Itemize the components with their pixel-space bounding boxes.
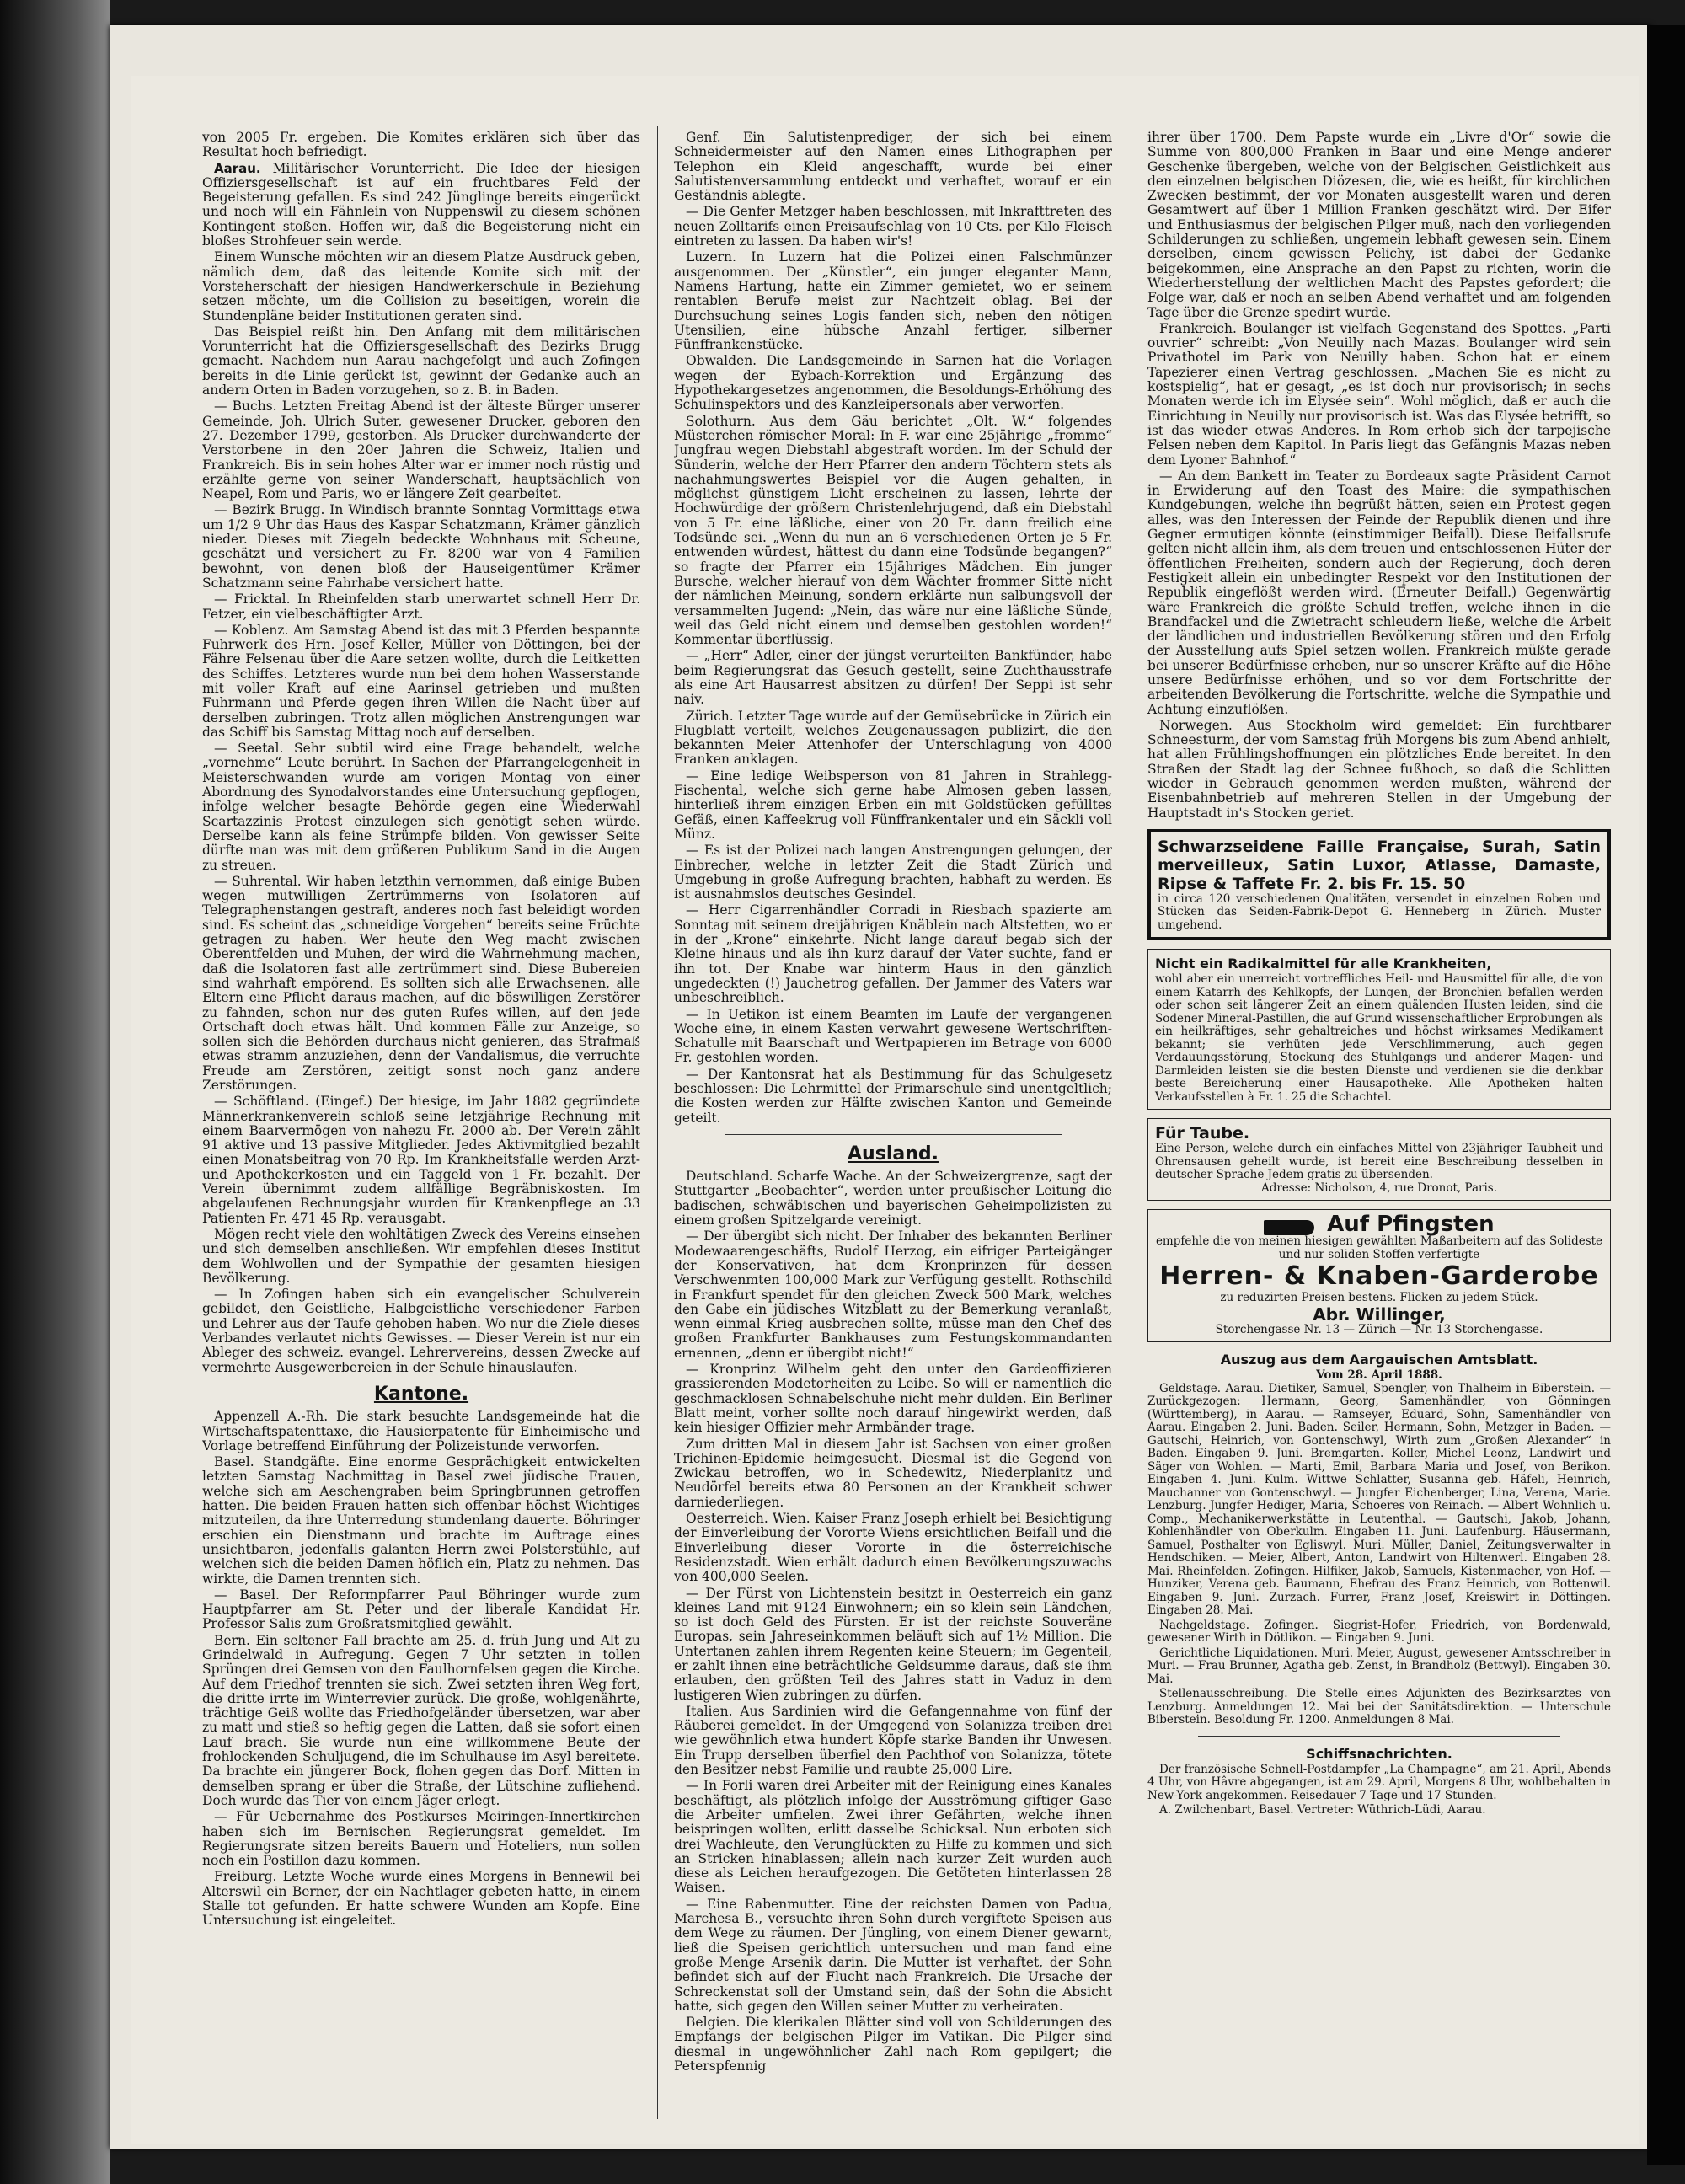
article-bern: Bern. Ein seltener Fall brachte am 25. d. früh Jung und Alt zu Grindelwald in Aufregung. Gegen 7 Uhr setzten in tollen Sprüngen drei Gemsen von den Faulhornfelsen gegen die Kirche. Auf dem Friedhof trennten sie sich. Zwei setzten ihren Weg fort, die dritte irrte im Winterrevier zurück. Die große, wohlgenährte, trächtige Geiß wollte das Friedhofgeländer übersetzen, war aber zu matt und stieß so heftig gegen die Latten, daß sie sofort einen Lauf brach. Sie wurde nun eine willkommene Beute der frohlockenden Schuljugend, die im Schulhause im Asyl bereitete. Da brachte ein jüngerer Bock, flohen gegen das Dorf. Mitten in demselben sprang er über die Straße, der Lütschine zufliehend. Doch wurde das Tier von einem Jäger erlegt. — [202, 1632, 640, 1808]
amtsblatt-geldstage: Geldstage. Aarau. Dietiker, Samuel, Spengler, von Thalheim in Biberstein. — Zurückgezogen: Hermann, Georg, Samenhändler, von Gönningen (Württemberg), in Aarau. — Ramseyer, Eduard, Sohn, Samenhändler von Aarau. Eingaben 2. Juni. Baden. Seiler, Hermann, Sohn, Metzger in Baden. — Gautschi, Heinrich, von Gontenschwyl, Wirth zum „Großen Alexander“ in Baden. Eingaben 9. Juni. Bremgarten. Koller, Michel Leonz, Landwirt und Säger von Wohlen. — Marti, Emil, Barbara Maria und Josef, von Berikon. Eingaben 4. Juni. Kulm. Wittwe Schlatter, Susanna geb. Häfeli, Heinrich, Mauchanner von Gontenschwyl. — Jungfer Eichenberger, Lina, Verena, Marie. Lenzburg. Jungfer Hediger, Maria, Schoeres von Reinach. — Albert Wohnlich u. Comp., Mechanikerwerkstätte in Leutenthal. — Gautschi, Jakob, Johann, Kohlenhändler von Oberkulm. Eingaben 11. Juni. Laufenburg. Häusermann, Samuel, Posthalter von Egliswyl. Muri. Müller, Daniel, Zeitungsverwalter in Hendschiken. — Meier, Albert, Anton, Landwirt von Hiltenwerl. Eingaben 28. Mai. Rheinfelden. Zofingen. Hilfiker, Jakob, Samuels, Kistenmacher, von Hof. — Hunziker, Verena geb. Baumann, Ehefrau des Franz Heinrich, von Bottenwil. Eingaben 9. Juni. Zurzach. Furrer, Franz Josef, Kreiswirt in Döttingen. Eingaben 28. Mai. — [1147, 1381, 1611, 1618]
ad-body: in circa 120 verschiedenen Qualitäten, versendet in einzelnen Roben und Stücken das Seiden-Fabrik-Depot G. Henneberg in Zürich. Muster umgehend. — [1158, 891, 1601, 932]
article-frankreich-2: — An dem Bankett im Teater zu Bordeaux sagte Präsident Carnot in Erwiderung auf den Toast des Maire: die sympathischen Kundgebungen, welche ihn begrüßt hätten, seien ein Protest gegen alles, was den Interessen der Feinde der Republik dienen und ihre Gegner ermutigen könnte (einstimmiger Beifall). Diese Beifallsrufe gelten nicht allein ihm, als dem treuen und entschlossenen Hüter der öffentlichen Freiheiten, sondern auch der Regierung, doch deren Festigkeit allein ein unbedingter Respekt vor den Institutionen der Republik eingeflößt werden wird. (Erneuter Beifall.) Gegenwärtig wäre Frankreich die größte Schuld treffen, welche ihnen in die Brandfackel und die Zwietracht schleudern ließe, welche die Arbeit der ländlichen und industriellen Bevölkerung stören und den Erfolg der Ausstellung aufs Spiel setzen wollen. Frankreich müßte gerade bei unserer Bedürfnisse erheben, nur so unserer Kräfte auf die Höhe unsere Bedürfnisse erhöhen, und so vor dem Fortschritte der arbeitenden Bevölkerung die Fortschritte, welche die Sympathie und Achtung einzuflößen. — [1147, 468, 1611, 717]
schiffsnachrichten-agent: A. Zwilchenbart, Basel. Vertreter: Wüthrich-Lüdi, Aarau. — [1159, 1803, 1486, 1817]
article-zuerich-6: — Der Kantonsrat hat als Bestimmung für das Schulgesetz beschlossen: Die Lehrmittel der Primarschule sind unentgeltlich; die Kosten werden zur Hälfte zwischen Kanton und Gemeinde geteilt. — [674, 1066, 1112, 1126]
article-oesterreich: Oesterreich. Wien. Kaiser Franz Joseph erhielt bei Besichtigung der Einverleibung der Vororte Wiens ersichtlichen Beifall und die Einverleibung dieser Vororte in die österreichische Residenzstadt. Wien erhält dadurch einen Bevölkerungszuwachs von 400,000 Seelen. — [674, 1511, 1112, 1585]
article-paragraph: Mögen recht viele den wohltätigen Zweck des Vereins einsehen und sich demselben anschließen. Wir empfehlen dieses Institut dem Wohlwollen und der Sympathie der gesamten hiesigen Bevölkerung. — [202, 1226, 640, 1286]
article-fricktal: — Fricktal. In Rheinfelden starb unerwartet schnell Herr Dr. Fetzer, ein vielbeschäftigter Arzt. — [202, 592, 640, 622]
advertisement-garderobe — [1147, 1209, 1611, 1342]
place-name: Aarau. — [214, 160, 261, 176]
article-bern-2: — Für Uebernahme des Postkurses Meiringen-Innertkirchen haben sich im Bernischen Regierungsrat gemeldet. Im Regierungsrate sitzen bereits Bauern und Hoteliers, nun sollen noch ein Postillon dazu kommen. — [202, 1809, 640, 1869]
ad-line: empfehle die von meinen hiesigen gewählten Maßarbeitern auf das Solideste und nur soliden Stoffen verfertigte — [1155, 1234, 1603, 1261]
amtsblatt-title: Auszug aus dem Aargauischen Amtsblatt. — [1220, 1352, 1538, 1368]
article-norwegen: Norwegen. Aus Stockholm wird gemeldet: Ein furchtbarer Schneesturm, der vom Samstag früh Morgens bis zum Abend anhielt, hat allen Frühlingshoffnungen ein plötzliches Ende bereitet. In den Straßen der Stadt lag der Schnee fußhoch, so daß die Schlitten wieder in Gebrauch genommen werden mußten, während der Eisenbahnbetrieb auf mehreren Stellen in der Umgebung der Hauptstadt in's Stocken geriet. — [1147, 717, 1611, 821]
newspaper-page — [131, 76, 1639, 2144]
book-binding — [0, 0, 110, 2184]
article-aarau — [202, 162, 640, 249]
article-basel: Basel. Standgäfte. Eine enorme Gesprächigkeit entwickelten letzten Samstag Nachmittag in Basel zwei jüdische Frauen, welche sich am Aeschengraben beim Springbrunnen getroffen hatten. Die beiden Frauen hatten sich offenbar höchst Wichtiges mitzuteilen, da ihre Unterredung stundenlang dauerte. Böhringer erschien ein Dienstmann und brachte im Auftrage eines unsichtbaren, jedenfalls galanten Herrn zwei Polsterstühle, auf welchen sich die beiden Damen höflich ein, Platz zu nehmen. Das wirkte, die Damen trennten sich. — [202, 1454, 640, 1587]
article-deutschland-4: Zum dritten Mal in diesem Jahr ist Sachsen von einer großen Trichinen-Epidemie heimgesucht. Diesmal ist die Gegend von Zwickau betroffen, wo in Schedewitz, Niederplanitz und Neudörfel bereits etwa 80 Personen an der Krankheit schwer darniederliegen. — [674, 1436, 1112, 1510]
ad-address: Storchengasse Nr. 13 — Zürich — Nr. 13 Storchengasse. — [1215, 1322, 1543, 1336]
section-heading-ausland: Ausland. — [848, 1143, 939, 1164]
ad-title: Für Taube. — [1155, 1124, 1250, 1143]
section-rule — [725, 1134, 1062, 1135]
ad-body: wohl aber ein unerreicht vortreffliches Heil- und Hausmittel für alle, die von einem Katarrh des Kehlkopfs, der Lungen, der Bronchien befallen werden oder schon seit längerer Zeit an einem quälenden Husten leiden, sind die Sodener Mineral-Pastillen, die auf Grund wissenschaftlicher Erprobungen als ein heilkräftiges, sehr gehaltreiches und höchst wirksames Medikament bekannt; sie verhüten jede Verschlimmerung, auch gegen Verdauungsstörung, Stockung des Stuhlgangs und anderer Magen- und Darmleiden leisten sie die besten Dienste und verdienen sie die denkbar beste Bereicherung einer Hausapotheke. Alle Apotheken halten Verkaufsstellen à Fr. 1. 25 die Schachtel. — [1155, 972, 1603, 1104]
article-deutschland-3: — Kronprinz Wilhelm geht den unter den Gardeoffizieren grassierenden Modetorheiten zu Leibe. So will er namentlich die geschmacklosen Schnabelschuhe nicht mehr dulden. Ein Berliner Blatt meint, vorher sollte noch darauf hingewirkt werden, daß kein hiesiger Offizier mehr Armbänder trage. — [674, 1362, 1112, 1436]
advertisement-pastillen — [1147, 949, 1611, 1110]
article-genf: Genf. Ein Salutistenprediger, der sich bei einem Schneidermeister auf den Namen eines Lithographen per Telephon ein Kleid angeschafft, wurde bei einer Salutistenversammlung entdeckt und verhaftet, worauf er ein Geständnis ablegte. — [674, 131, 1112, 204]
article-italien: Italien. Aus Sardinien wird die Gefangennahme von fünf der Räuberei gemeldet. In der Umgegend von Solanizza treiben drei wie gewöhnlich etwa hundert Köpfe starke Banden ihr Unwesen. Ein Trupp derselben überfiel den Pachthof von Solanizza, tötete den Besitzer nebst Familie und raubte 25,000 Lire. — [674, 1703, 1112, 1778]
article-frankreich: Frankreich. Boulanger ist vielfach Gegenstand des Spottes. „Parti ouvrier“ schreibt: „Von Neuilly nach Mazas. Boulanger wird sein Privathotel im Park von Neuilly haben. Schon hat er einem Tapezierer einen Vertrag geschlossen. „Machen Sie es nicht zu kostspielig“, hat er gesagt, „es ist doch nur provisorisch; in sechs Monaten werde ich im Elysée sein“. Wohl möglich, daß er auch die Einrichtung in Neuilly nur provisorisch ist. Was das Elysée betrifft, so ist das wieder etwas Anderes. In Rom erhob sich der tarpejische Felsen neben dem Kapitol. In Paris liegt das Gefängnis Mazas neben dem Lyoner Bahnhof.“ — [1147, 320, 1611, 468]
article-suhrental: — Suhrental. Wir haben letzthin vernommen, daß einige Buben wegen mutwilligen Zertrümmerns von Isolatoren auf Telegraphenstangen gestraft, anderes noch fast beleidigt worden sind. Es scheint das „schneidige Vorgehen“ bereits seine Früchte getragen zu haben. Wer heute den Weg macht zwischen Oberentfelden und Muhen, der wird die Wahrnehmung machen, daß die Isolatoren fast alle zertrümmert sind. Diese Bubereien sind wahrhaft empörend. Es sollten sich alle Erwachsenen, alle Eltern eine Pflicht daraus machen, auf die böswilligen Zerstörer zu fahnden, schon nur des guten Rufes willen, auf den jede Ortschaft doch etwas hält. Und kommen Fälle zur Anzeige, so sollen sich die Behörden durchaus nicht genieren, das Strafmaß etwas stramm anzuziehen, denn der Vandalismus, die verruchte Freude am Zerstören, zeitigt sonst noch ganz andere Zerstörungen. — [202, 873, 640, 1093]
article-freiburg: Freiburg. Letzte Woche wurde eines Morgens in Bennewil bei Alterswil ein Berner, der ein Nachtlager gebeten hatte, in einem Stalle tot gefunden. Er hatte schwere Wunden am Kopfe. Eine Untersuchung ist eingeleitet. — [202, 1869, 640, 1929]
ad-title: Schwarzseidene Faille Française, Surah, Satin merveilleux, Satin Luxor, Atlasse, Damaste, Ripse & Taffete Fr. 2. bis Fr. 15. 50 — [1158, 837, 1601, 893]
article-basel-2: — Basel. Der Reformpfarrer Paul Böhringer wurde zum Hauptpfarrer am St. Peter und der liberale Kandidat Hr. Professor Salis zum Großratsmitglied gewählt. — [202, 1587, 640, 1632]
article-paragraph: von 2005 Fr. ergeben. Die Komites erklären sich über das Resultat hoch befriedigt. — [202, 131, 640, 160]
article-seetal: — Seetal. Sehr subtil wird eine Frage behandelt, welche „vornehme“ Leute berührt. In Sachen der Pfarrangelegenheit in Meisterschwanden wurde am vorigen Montag von einer Abordnung des Synodalvorstandes eine Untersuchung gepflogen, infolge welcher besagte Behörde gegen eine Wiederwahl Scartazzinis Protest einzulegen sich genötigt sehen würde. Derselbe kann als feine Strümpfe bilden. Von gewisser Seite dürfte man was mit dem größeren Publikum Sand in die Augen zu streuen. — [202, 741, 640, 873]
article-zuerich-5: — In Uetikon ist einem Beamten im Laufe der vergangenen Woche eine, in einem Kasten verwahrt gewesene Wertschriften-Schatulle mit Baarschaft und Wertpapieren im Betrage von 6000 Fr. gestohlen worden. — [674, 1006, 1112, 1066]
section-heading-kantone: Kantone. — [373, 1383, 469, 1405]
ad-title: Auf Pfingsten — [1327, 1212, 1495, 1238]
section-rule — [1198, 1736, 1560, 1737]
article-paragraph: Einem Wunsche möchten wir an diesem Platze Ausdruck geben, nämlich dem, daß das leitende Komite sich mit der Vorsteherschaft der hiesigen Handwerkerschule in Beziehung setzen möchte, um die Collision zu beseitigen, worein die Stundenpläne beider Institutionen geraten sind. — [202, 249, 640, 324]
article-schoeftland: — Schöftland. (Eingef.) Der hiesige, im Jahr 1882 gegründete Männerkrankenverein schloß seine letzjährige Rechnung mit einem Baarvermögen von nahezu Fr. 2000 ab. Der Verein zählt 91 aktive und 13 passive Mitglieder. Jedes Aktivmitglied bezahlt einen Monatsbeitrag von 70 Rp. Im Krankheitsfalle werden Arzt- und Apothekerkosten und ein Taggeld von 1 Fr. bezahlt. Der Verein übernimmt zudem allfällige Begräbniskosten. Im abgelaufenen Rechnungsjahr wurden für Krankenpflege an 33 Patienten Fr. 471 45 Rp. verausgabt. — [202, 1094, 640, 1226]
article-solothurn-2: — „Herr“ Adler, einer der jüngst verurteilten Bankfünder, habe beim Regierungsrat das Gesuch gestellt, seine Zuchthausstrafe als eine Art Hausarrest absitzen zu dürfen! Der Seppi ist sehr naiv. — [674, 648, 1112, 708]
article-brugg: — Bezirk Brugg. In Windisch brannte Sonntag Vormittags etwa um 1/2 9 Uhr das Haus des Kaspar Schatzmann, Krämer gänzlich nieder. Dieses mit Ziegeln bedeckte Wohnhaus mit Scheune, geschätzt und versichert zu Fr. 8200 war von 4 Familien bewohnt, von denen bloß der Hauseigentümer Krämer Schatzmann seine Fahrhabe versichert hatte. — [202, 502, 640, 591]
column-2 — [674, 131, 1112, 2119]
column-1 — [202, 131, 640, 2119]
article-belgien-continued: ihrer über 1700. Dem Papste wurde ein „Livre d'Or“ sowie die Summe von 800,000 Franken in Baar und eine Menge anderer Geschenke übergeben, welche von der Belgischen Geistlichkeit aus den einzelnen belgischen Diözesen, die, wie es heißt, für kirchlichen Zwecken bestimmt, der vor Monaten ausgestellt waren und deren Gesamtwert auf über 1 Million Franken geschätzt wird. Der Eifer und Enthusiasmus der belgischen Pilger muß, nach den vorliegenden Schilderungen zu schließen, ungemein lebhaft gewesen sein. Einem derselben, einem gewissen Pelichy, ist dabei der Gedanke beigekommen, eine Ansprache an den Papst zu richten, worin die Wiederherstellung der weltlichen Macht des Papstes gefordert; die Folge war, daß er noch an selben Abend verhaftet und am folgenden Tage über die Grenze spedirt wurde. — [1147, 131, 1611, 320]
amtsblatt-liquidationen: Gerichtliche Liquidationen. Muri. Meier, August, gewesener Amtsschreiber in Muri. — Frau Brunner, Agatha geb. Zenst, in Brandholz (Bettwyl). Eingaben 30. Mai. — [1147, 1646, 1611, 1686]
article-belgien: Belgien. Die klerikalen Blätter sind voll von Schilderungen des Empfangs der belgischen Pilger im Vatikan. Die Pilger sind diesmal in ungewöhnlicher Zahl nach Rom gepilgert; die Peterspfennig — [674, 2015, 1112, 2074]
article-deutschland: Deutschland. Scharfe Wache. An der Schweizergrenze, sagt der Stuttgarter „Beobachter“, werden unter preußischer Leitung die badischen, schwäbischen und bayerischen Geheimpolizisten zu einem großen Spitzelgarde vereinigt. — [674, 1169, 1112, 1228]
article-buchs: — Buchs. Letzten Freitag Abend ist der älteste Bürger unserer Gemeinde, Joh. Ulrich Suter, gewesener Drucker, geboren den 27. Dezember 1799, gestorben. Als Drucker durchwanderte der Verstorbene in den 20er Jahren die Schweiz, Italien und Frankreich. Bis in sein hohes Alter war er immer noch rüstig und erzählte gerne von seiner Wanderschaft, hauptsächlich von Neapel, Rom und Paris, wo er längere Zeit gearbeitet. — [202, 399, 640, 502]
schiffsnachrichten-title: Schiffsnachrichten. — [1306, 1745, 1452, 1762]
article-solothurn: Solothurn. Aus dem Gäu berichtet „Olt. W.“ folgendes Müsterchen römischer Moral: In F. war eine 25jährige „fromme“ Jungfrau wegen Diebstahl abgestraft worden. Im der Schuld der Sünderin, welche der Herr Pfarrer den andern Töchtern stets als nachahmungswertes Beispiel vor die Augen gehalten, in möglichst günstigem Licht erscheinen zu lassen, lehrte der Hochwürdige der größern Christenlehrjugend, daß ein Diebstahl von 5 Fr. eine läßliche, einer von 20 Fr. dann freilich eine Todsünde sei. „Wenn du nun an 6 verschiedenen Orten je 5 Fr. entwenden würdest, hättest du dann eine Todsünde begangen?“ so fragte der Pfarrer ein 15jähriges Mädchen. Ein junger Bursche, welcher hierauf von dem Wächter frommer Sitte nicht der nämlichen Meinung, sondern erklärte nun salbungsvoll der versammelten Jugend: „Nein, das wäre nur eine läßliche Sünde, weil das Geld nicht einem und demselben gestohlen worden!“ Kommentar überflüssig. — [674, 413, 1112, 648]
article-zuerich-3: — Es ist der Polizei nach langen Anstrengungen gelungen, der Einbrecher, welche in letzter Zeit die Stadt Zürich und Umgebung in große Aufregung brachten, habhaft zu werden. Es ist ausnahmslos deutsches Gesindel. — [674, 843, 1112, 902]
article-luzern: Luzern. In Luzern hat die Polizei einen Falschmünzer ausgenommen. Der „Künstler“, ein junger eleganter Mann, Namens Hartung, hatte ein Zimmer gemietet, wo er seinem rentablen Berufe meist zur Nachtzeit oblag. Bei der Durchsuchung seines Logis fanden sich, neben den nötigen Utensilien, eine hübsche Anzahl fertiger, silberner Fünffrankenstücke. — [674, 249, 1112, 353]
article-zuerich-4: — Herr Cigarrenhändler Corradi in Riesbach spazierte am Sonntag mit seinem dreijährigen Knäblein nach Altstetten, wo er in der „Krone“ einkehrte. Nicht lange darauf begab sich der Kleine hinaus und als ihn kurz darauf der Vater suchte, fand er ihn tot. Der Knabe war hinterm Haus in den gänzlich ungedeckten (!) Jauchetrog gefallen. Der Jammer des Vaters war unbeschreiblich. — [674, 902, 1112, 1006]
ad-headline: Herren- & Knaben-Garderobe — [1159, 1261, 1599, 1292]
ad-title: Nicht ein Radikalmittel für alle Krankheiten, — [1155, 956, 1492, 972]
page-edge — [1647, 25, 1685, 2165]
article-italien-3: — Eine Rabenmutter. Eine der reichsten Damen von Padua, Marchesa B., versuchte ihren Sohn durch vergiftete Speisen aus dem Wege zu räumen. Der Jüngling, von einem Diener gewarnt, ließ die Speisen gerichtlich untersuchen und man fand eine große Menge Arsenik darin. Die Mutter ist verhaftet, der Sohn befindet sich auf der Flucht nach Frankreich. Die Ursache der Schreckenstat soll der Umstand sein, daß der Sohn die Absicht hatte, sich gegen den Willen seiner Mutter zu verheiraten. — [674, 1896, 1112, 2014]
article-koblenz: — Koblenz. Am Samstag Abend ist das mit 3 Pferden bespannte Fuhrwerk des Hrn. Josef Keller, Müller von Döttingen, bei der Fähre Felsenau über die Aare setzen wollte, durch die Leitketten des Schiffes. Letzteres wurde nun bei dem hohen Wasserstande mit voller Kraft auf eine Aarinsel getrieben und mußten Fuhrmann und Pferde gegen ihren Willen die Nacht über auf derselben zubringen. Trotz allen möglichen Anstrengungen war das Schiff bis Samstag Mittag noch auf derselben. — [202, 622, 640, 740]
column-3 — [1147, 131, 1611, 2119]
article-obwalden: Obwalden. Die Landsgemeinde in Sarnen hat die Vorlagen wegen der Eybach-Korrektion und Ergänzung des Hypothekargesetzes angenommen, die Besoldungs-Erhöhung des Schulinspektors und des Kanzleipersonals aber verworfen. — [674, 353, 1112, 413]
advertisement-taube — [1147, 1118, 1611, 1201]
column-divider — [657, 126, 658, 2119]
article-zuerich-2: — Eine ledige Weibsperson von 81 Jahren in Strahlegg-Fischental, welche sich gerne habe Almosen geben lassen, hinterließ ihrem einzigen Erben ein mit Goldstücken gefülltes Gefäß, einen Kaffeekrug voll Fünffrankentaler und ein Säckli voll Münz. — [674, 768, 1112, 842]
article-italien-2: — In Forli waren drei Arbeiter mit der Reinigung eines Kanales beschäftigt, als plötzlich infolge der Ausströmung giftiger Gase die Arbeiter umfielen. Zwei ihrer Gefährten, welche ihnen beispringen wollten, erlitt dasselbe Schicksal. Nun erboten sich drei Wachleute, den Verunglückten zu Hilfe zu kommen und sich an Stricken hinablassen; allein nach kurzer Zeit wurden auch diese als Leichen heraufgezogen. Die Getöteten hinterlassen 28 Waisen. — [674, 1778, 1112, 1896]
article-appenzell: Appenzell A.-Rh. Die stark besuchte Landsgemeinde hat die Wirtschaftspatenttaxe, die Hausierpatente für Einheimische und Vorlage betreffend Einführung der Polizeistunde verworfen. — [202, 1409, 640, 1453]
ad-address: Adresse: Nicholson, 4, rue Dronot, Paris. — [1260, 1180, 1498, 1195]
pointing-hand-icon — [1264, 1220, 1314, 1235]
ad-line: zu reduzirten Preisen bestens. Flicken zu jedem Stück. — [1220, 1291, 1538, 1305]
article-zofingen: — In Zofingen haben sich ein evangelischer Schulverein gebildet, den Geistliche, Halbgeistliche verschiedener Farben und Lehrer aus der Taufe gehoben haben. Wo nur die Ziele dieses Verbandes verlautet nichts Gewisses. — Dieser Verein ist nur ein Ableger des schweiz. evangel. Lehrervereins, dessen Zwecke auf vermehrte Ausgewerbereien in der Schule hinauslaufen. — [202, 1287, 640, 1375]
article-oesterreich-2: — Der Fürst von Lichtenstein besitzt in Oesterreich ein ganz kleines Land mit 9124 Einwohnern; ein so klein sein Ländchen, so ist doch Geld des Fürsten. Er ist der reichste Souveräne Europas, sein Jahreseinkommen beläuft sich auf 1½ Million. Die Untertanen zahlen ihrem Regenten keine Steuern; im Gegenteil, er zahlt ihnen eine beträchtliche Geldsumme daraus, daß sie ihm erlauben, den größten Teil des Jahres statt in Vaduz in dem lustigeren Wien zubringen zu dürfen. — [674, 1585, 1112, 1703]
amtsblatt-nachgeldstage: Nachgeldstage. Zofingen. Siegrist-Hofer, Friedrich, von Bordenwald, gewesener Wirth in Dötlikon. — Eingaben 9. Juni. — [1147, 1618, 1611, 1646]
article-genf-2: — Die Genfer Metzger haben beschlossen, mit Inkrafttreten des neuen Zolltarifs einen Preisaufschlag von 10 Cts. per Kilo Fleisch eintreten zu lassen. Da haben wir's! — [674, 204, 1112, 249]
article-deutschland-2: — Der übergibt sich nicht. Der Inhaber des bekannten Berliner Modewaarengeschäfts, Rudolf Herzog, ein eifriger Parteigänger der Konservativen, hat dem Kronprinzen für dessen Verschwenmten 100,000 Mark zur Verfügung gestellt. Rothschild in Frankfurt spendet für den gleichen Zweck 500 Mark, welches den Gabe ein jüdisches Witzblatt zu der Bemerkung veranlaßt, wenn einmal Krieg ausbrechen sollte, müsse man den Chef des großen Frankfurter Bankhauses zum Festungskommandanten ernennen, „denn er übergibt nicht!“ — [674, 1228, 1112, 1361]
article-text: Militärischer Vorunterricht. Die Idee der hiesigen Offiziersgesellschaft ist auf ein fruchtbares Feld der Begeisterung gefallen. Es sind 242 Jünglinge bereits eingerückt und noch will ein Fähnlein von Nuppenswil zu diesem schönen Kontingent stoßen. Hoffen wir, daß die Begeisterung nicht ein bloßes Strohfeuer sein werde. — [202, 160, 640, 249]
article-paragraph: Das Beispiel reißt hin. Den Anfang mit dem militärischen Vorunterricht hat die Offiziersgesellschaft des Bezirks Brugg gemacht. Nachdem nun Aarau nachgefolgt und auch Zofingen bereits in die Linie gerückt ist, gewinnt der Gedanke auch an andern Orten in Baden vorzugehen, so z. B. in Baden. — [202, 324, 640, 399]
amtsblatt-date: Vom 28. April 1888. — [1316, 1368, 1442, 1383]
ad-body: Eine Person, welche durch ein einfaches Mittel von 23jähriger Taubheit und Ohrensausen geheilt wurde, ist bereit eine Beschreibung desselben in deutscher Sprache Jedem gratis zu übersenden. — [1155, 1142, 1603, 1182]
article-zuerich: Zürich. Letzter Tage wurde auf der Gemüsebrücke in Zürich ein Flugblatt verteilt, welches Zeugenaussagen publizirt, die den bekannten Meier Attenhofer der Unterschlagung von 4000 Franken anklagen. — [674, 708, 1112, 768]
ad-merchant-name: Abr. Willinger, — [1313, 1303, 1446, 1325]
schiffsnachrichten-body: Der französische Schnell-Postdampfer „La Champagne“, am 21. April, Abends 4 Uhr, von Hâvre abgegangen, ist am 29. April, Morgens 8 Uhr, wohlbehalten in New-York angekommen. Reisedauer 7 Tage und 17 Stunden. — [1147, 1762, 1611, 1802]
amtsblatt-stellen: Stellenausschreibung. Die Stelle eines Adjunkten des Bezirksarztes von Lenzburg. Anmeldungen 12. Mai bei der Sanitätsdirektion. — Unterschule Biberstein. Besoldung Fr. 1200. Anmeldungen 8 Mai. — [1147, 1687, 1611, 1727]
advertisement-silk — [1147, 829, 1611, 941]
